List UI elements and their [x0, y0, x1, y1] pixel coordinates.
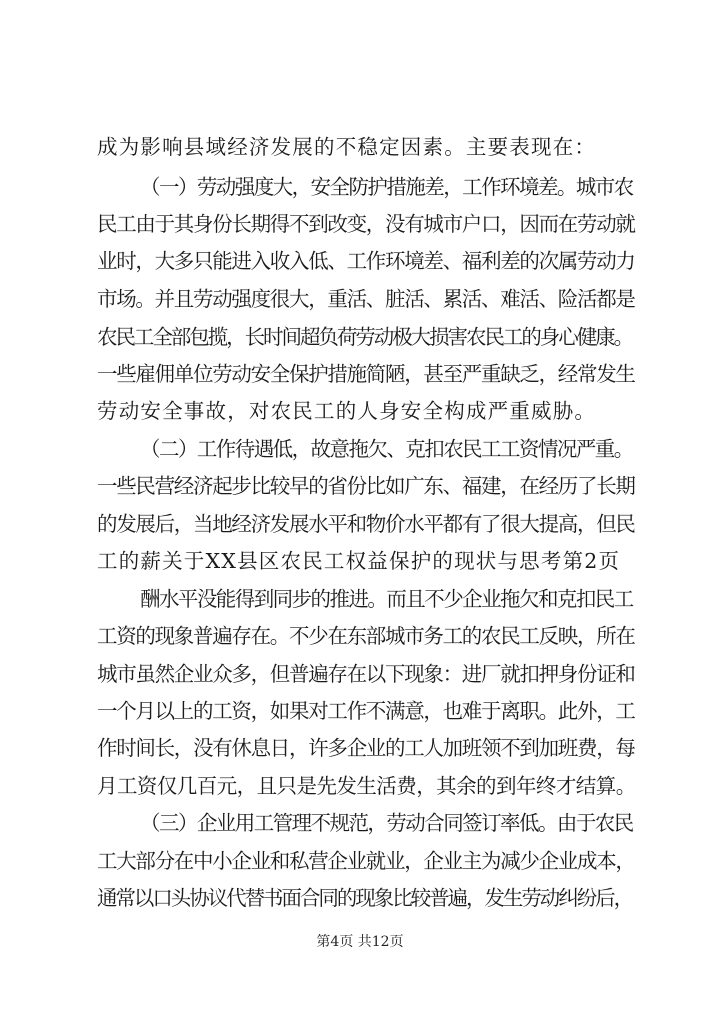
text-line: 工的薪关于XX县区农民工权益保护的现状与思考第2页 [97, 549, 621, 573]
text-line: 一些民营经济起步比较早的省份比如广东、福建，在经历了长期 [97, 474, 635, 498]
text-line: 一个月以上的工资，如果对工作不满意，也难于离职。此外，工 [97, 699, 635, 723]
text-line: 酬水平没能得到同步的推进。而且不少企业拖欠和克扣民工 [140, 587, 633, 611]
text-line: 工大部分在中小企业和私营企业就业，企业主为减少企业成本， [97, 849, 635, 873]
text-line: 通常以口头协议代替书面合同的现象比较普遍，发生劳动纠纷后， [97, 886, 633, 910]
text-line: 一些雇佣单位劳动安全保护措施简陋，甚至严重缺乏，经常发生 [97, 362, 635, 386]
text-line: 城市虽然企业众多，但普遍存在以下现象：进厂就扣押身份证和 [97, 662, 635, 686]
text-line: 作时间长，没有休息日，许多企业的工人加班领不到加班费，每 [97, 736, 635, 760]
text-line: 市场。并且劳动强度很大，重活、脏活、累活、难活、险活都是 [97, 287, 635, 311]
text-line: 工资的现象普遍存在。不少在东部城市务工的农民工反映，所在 [97, 624, 635, 648]
text-line: 业时，大多只能进入收入低、工作环境差、福利差的次属劳动力 [97, 249, 635, 273]
text-line: 的发展后，当地经济发展水平和物价水平都有了很大提高，但民 [97, 512, 635, 536]
text-line: （一）劳动强度大，安全防护措施差，工作环境差。城市农 [140, 175, 633, 199]
text-line: （二）工作待遇低，故意拖欠、克扣农民工工资情况严重。 [140, 437, 633, 461]
text-line: （三）企业用工管理不规范，劳动合同签订率低。由于农民 [140, 811, 633, 835]
text-line: 劳动安全事故，对农民工的人身安全构成严重威胁。 [97, 399, 597, 423]
page-footer: 第4页 共12页 [316, 934, 404, 950]
text-line: 成为影响县域经济发展的不稳定因素。主要表现在： [97, 135, 597, 159]
text-line: 月工资仅几百元，且只是先发生活费，其余的到年终才结算。 [97, 774, 636, 798]
text-line: 民工由于其身份长期得不到改变，没有城市户口，因而在劳动就 [97, 212, 635, 236]
text-line: 农民工全部包揽，长时间超负荷劳动极大损害农民工的身心健康。 [97, 325, 633, 349]
